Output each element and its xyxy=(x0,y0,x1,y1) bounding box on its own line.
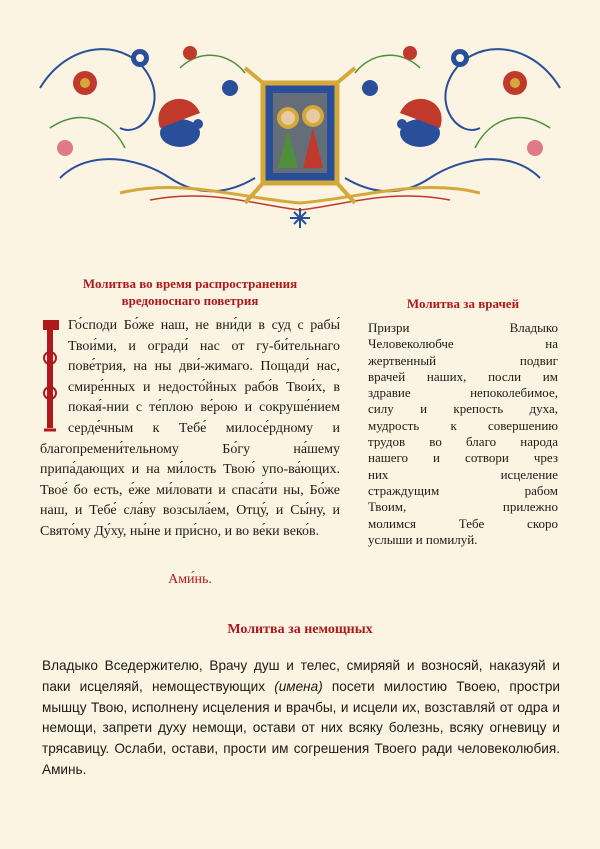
right-line: здравие непоколебимое, xyxy=(368,385,558,401)
right-line: нашего и сотвори чрез xyxy=(368,450,558,466)
left-amen xyxy=(40,572,340,588)
left-amen-text: Ами́нь. xyxy=(168,572,212,587)
right-prayer-body xyxy=(368,320,558,548)
right-line: Призри Владыко xyxy=(368,320,558,335)
bottom-prayer-body xyxy=(42,656,560,781)
right-line: услыши и помилуй. xyxy=(368,531,478,547)
left-prayer-title xyxy=(40,275,340,309)
bottom-text-names: (имена) xyxy=(274,678,323,694)
left-prayer-body xyxy=(40,316,340,543)
bottom-text-before: Владыко Вседержителю, Врачу душ и телес, смиряяй и возносяй, наказуяй и паки исцеляяй, немоществующих xyxy=(42,658,560,694)
bottom-text-after: посети милостию Твоею, простри мышцу Твою, исполнену исцеления и врачбы, и исцели их, возставляй от одра и немощи, запрети духу немощи, остави от них всяку болезнь, всяку огневицу и трясавицу. Ослаби, остави, прости им согрешения Твоего ради человеколюбия. Аминь. xyxy=(42,678,560,777)
right-line: трудов во благо народа xyxy=(368,434,558,450)
right-line: жертвенный подвиг xyxy=(368,352,558,368)
right-prayer-title: Молитва за врачей xyxy=(406,296,520,311)
right-line: Человеколюбче на xyxy=(368,336,558,352)
right-line: мудрость к совершению xyxy=(368,417,558,433)
left-prayer-text: Го́споди Бо́же наш, не вни́ди в суд с рабы́ Твои́ми, и огради́ нас от гу-би́тельнаго пове́трия, на ны дви́-жимаго. Пощади́ нас, смире́нных и недосто́йных рабо́в Твои́х, в покая́-нии с те́плою ве́рою и сокруше́нием серде́чным к Тебе́ милосе́рдному и благопремени́тельному Бо́гу на́шему припа́дающих и на ми́лость Твою́ упо-ва́ющих. Твое́ бо есть, е́же ми́ловати и спаса́ти ны, Бо́же наш, и Тебе́ сла́ву возсыла́ем, Отцу́, и Сы́ну, и Свято́му Ду́ху, ны́не и при́сно, и во ве́ки веко́в. xyxy=(40,318,340,539)
left-title-line2: вредоноснаго поветрия xyxy=(121,293,259,308)
drop-cap-ornament xyxy=(40,318,62,438)
right-line: страждущим рабом xyxy=(368,482,558,498)
right-line: них исцеление xyxy=(368,466,558,482)
right-line: молимся Тебе скоро xyxy=(368,515,558,531)
right-line: Твоим, прилежно xyxy=(368,499,558,515)
header-ornament xyxy=(30,28,570,238)
right-line: силу и крепость духа, xyxy=(368,401,558,417)
bottom-prayer-title: Молитва за немощных xyxy=(227,622,373,637)
right-line: врачей наших, посли им xyxy=(368,368,558,384)
left-title-line1: Молитва во время распространения xyxy=(82,276,298,291)
